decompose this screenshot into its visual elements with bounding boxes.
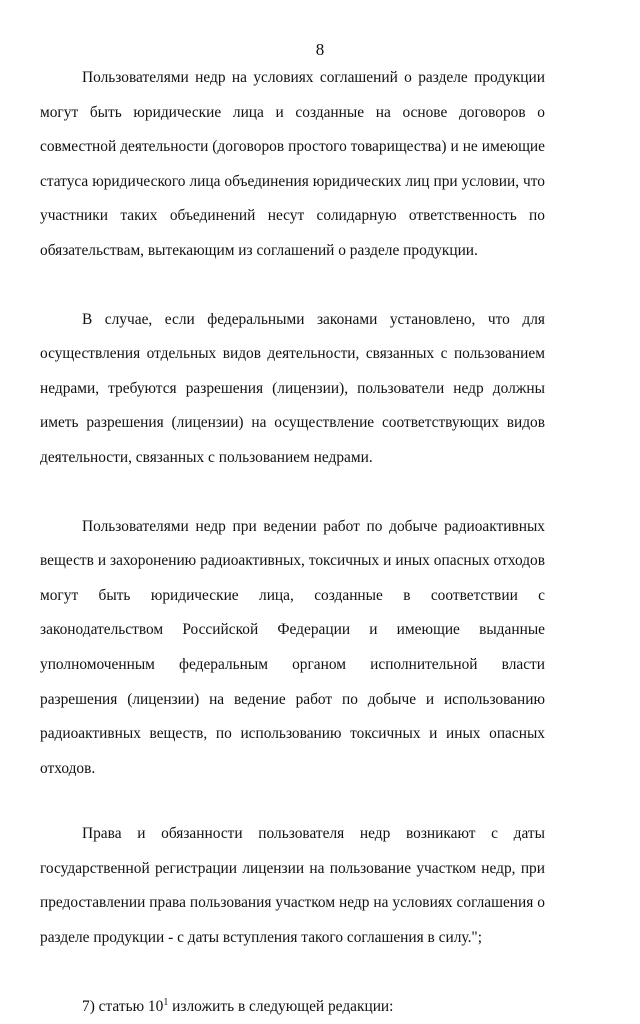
- amendment-item-text-after: изложить в следующей редакции:: [168, 997, 394, 1015]
- amendment-item-text-before: 7) статью 10: [82, 997, 164, 1015]
- page-number: 8: [315, 40, 325, 59]
- document-body: [40, 61, 545, 1024]
- paragraph-rights-and-obligations: Права и обязанности пользователя недр возникают с даты государственной регистрации лицензии на пользование участком недр, при предоставлении права пользования участком недр на условиях соглашения о разделе продукции - с даты вступления такого соглашения в силу.";: [40, 825, 545, 947]
- article-superscript: 1: [163, 996, 169, 1008]
- paragraph-subsoil-users-psa: Пользователями недр на условиях соглашений о разделе продукции могут быть юридические лица и созданные на основе договоров о совместной деятельности (договоров простого товарищества) и не имеющие статуса юридического лица объединения юридических лиц при условии, что участники таких объединений несут солидарную ответственность по обязательствам, вытекающим из соглашений о разделе продукции.: [40, 69, 545, 259]
- paragraph-radioactive-waste: Пользователями недр при ведении работ по добыче радиоактивных веществ и захоронению радиоактивных, токсичных и иных опасных отходов могут быть юридические лица, созданные в соответствии с законодательством Российской Федерации и имеющие выданные уполномоченным федеральным органом исполнительной власти разрешения (лицензии) на ведение работ по добыче и использованию радиоактивных веществ, по использованию токсичных и иных опасных отходов.: [40, 517, 545, 777]
- paragraph-licenses-requirement: В случае, если федеральными законами установлено, что для осуществления отдельных видов деятельности, связанных с пользованием недрами, требуются разрешения (лицензии), пользователи недр должны иметь разрешения (лицензии) на осуществление соответствующих видов деятельности, связанных с пользованием недрами.: [40, 310, 545, 466]
- amendment-item-7: [40, 990, 545, 1024]
